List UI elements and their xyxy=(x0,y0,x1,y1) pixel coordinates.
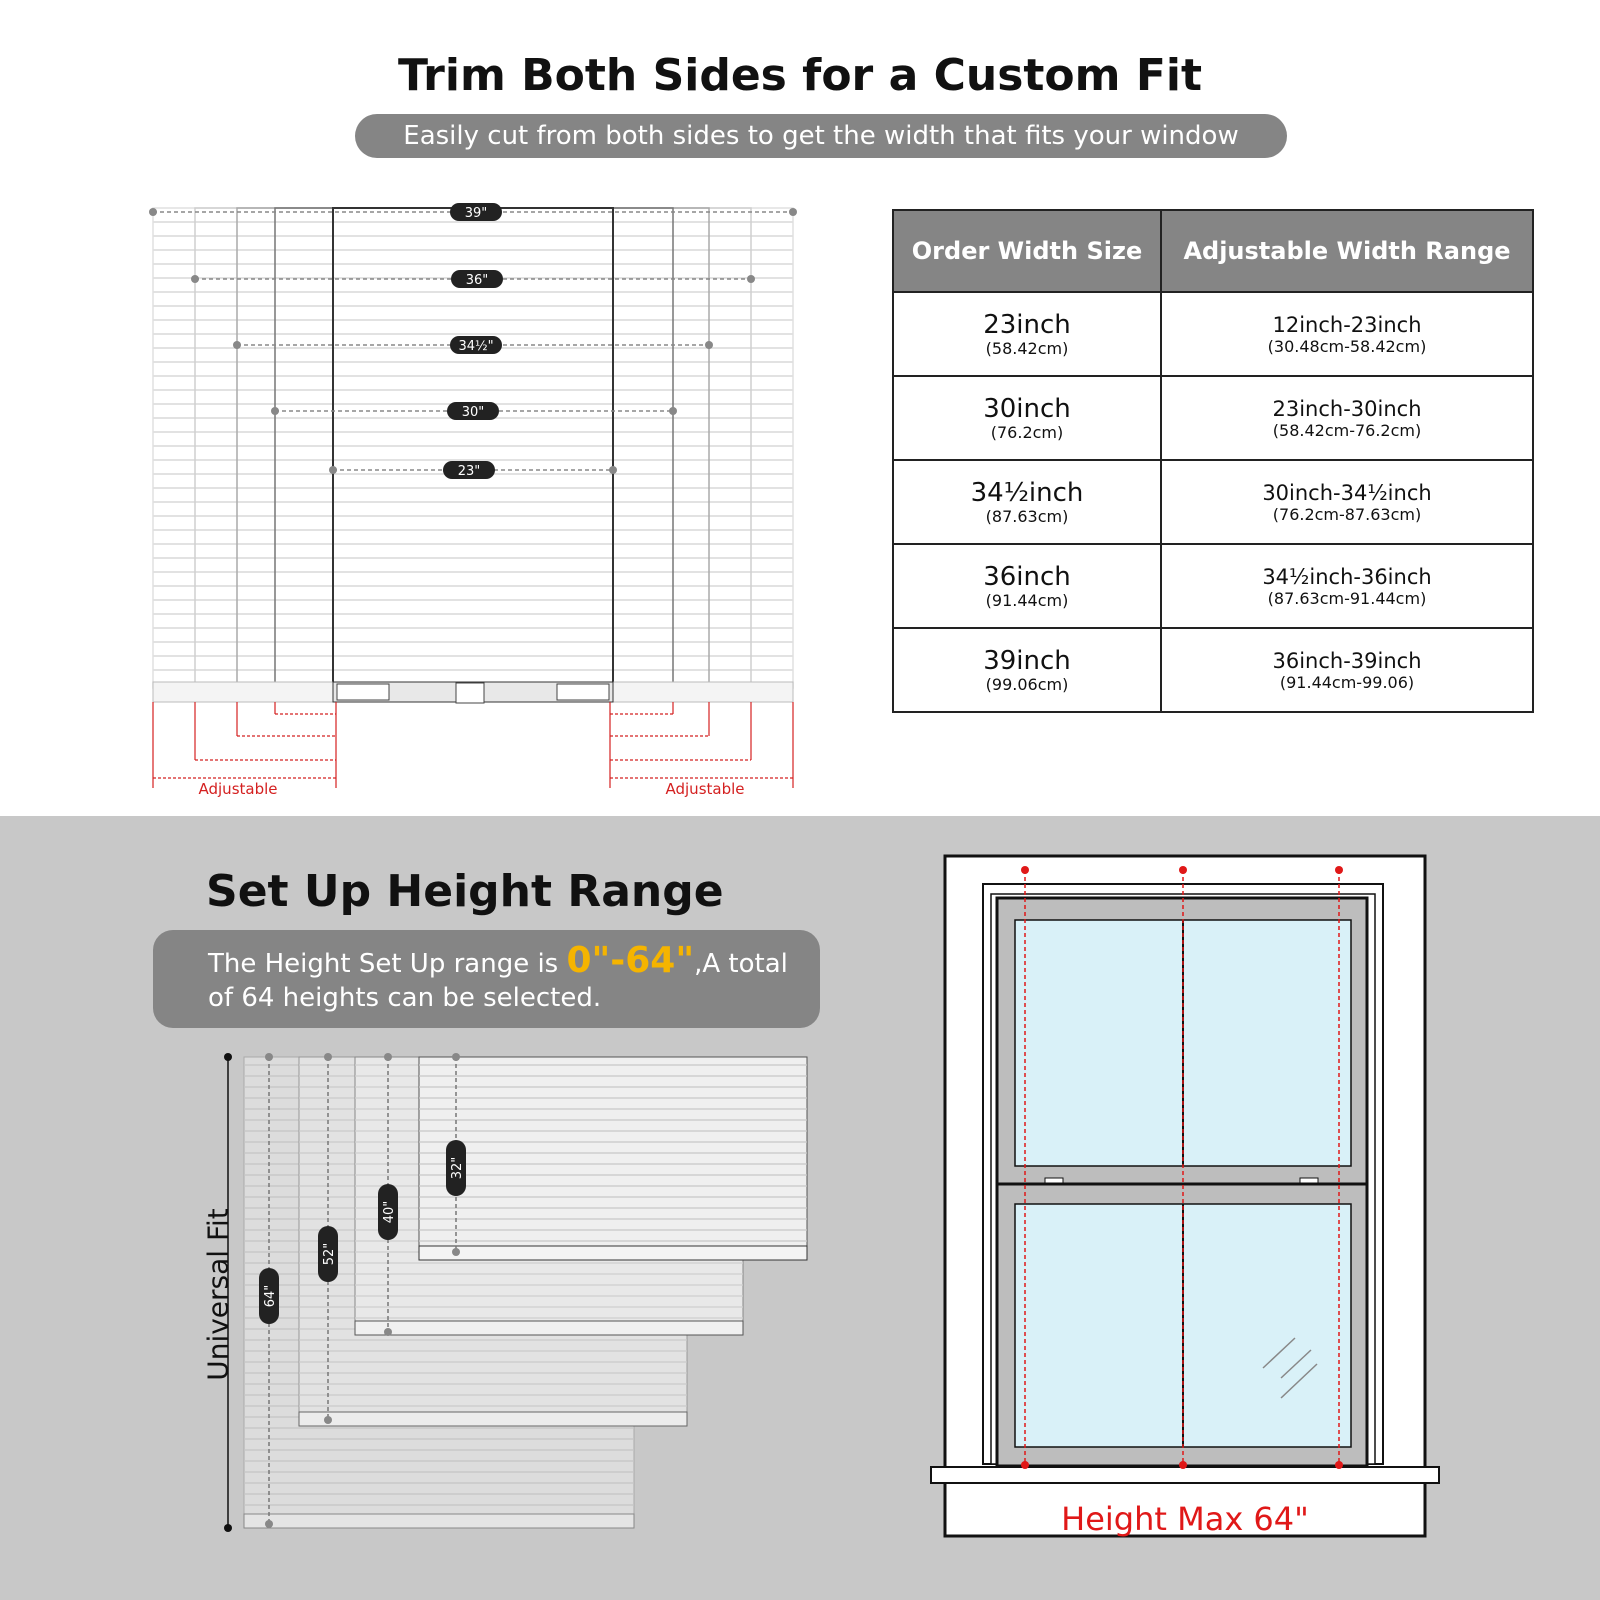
universal-fit-label: Universal Fit xyxy=(201,1208,235,1381)
adjustable-brackets xyxy=(153,702,793,788)
adjustable-range-cm: (58.42cm-76.2cm) xyxy=(1272,421,1422,440)
height-label-32 xyxy=(446,1140,466,1196)
height-setup-diagram xyxy=(180,1040,840,1600)
height-info-text: The Height Set Up range is xyxy=(208,949,567,979)
svg-text:40": 40" xyxy=(382,1200,397,1224)
blind-32 xyxy=(419,1057,807,1260)
adjustable-label-right: Adjustable xyxy=(665,780,745,798)
table-row xyxy=(893,544,1533,628)
adjustable-range-cm: (87.63cm-91.44cm) xyxy=(1267,589,1427,608)
width-label-36 xyxy=(451,270,503,288)
page-title: Trim Both Sides for a Custom Fit xyxy=(398,50,1202,101)
adjustable-range-cm: (91.44cm-99.06) xyxy=(1279,673,1415,692)
order-size: 39inch xyxy=(983,646,1071,676)
width-label-23 xyxy=(443,461,495,479)
table-row xyxy=(893,628,1533,712)
subtitle-banner: Easily cut from both sides to get the width that fits your window xyxy=(355,114,1287,158)
adjustable-label-left: Adjustable xyxy=(198,780,278,798)
height-label-52 xyxy=(318,1226,338,1282)
height-max-label: Height Max 64" xyxy=(1061,1500,1309,1538)
table-row xyxy=(893,376,1533,460)
svg-text:32": 32" xyxy=(450,1156,465,1180)
table-header-adjustable-range: Adjustable Width Range xyxy=(1161,210,1533,292)
adjustable-range: 23inch-30inch xyxy=(1272,397,1422,421)
window-illustration xyxy=(925,850,1445,1550)
height-info-banner xyxy=(153,930,820,1028)
order-size: 30inch xyxy=(983,394,1071,424)
height-range-highlight: 0"-64" xyxy=(566,940,695,981)
adjustable-range: 30inch-34½inch xyxy=(1262,481,1432,505)
adjustable-range: 36inch-39inch xyxy=(1272,649,1422,673)
width-label-39 xyxy=(450,203,502,221)
order-size: 34½inch xyxy=(970,478,1084,508)
width-label-30 xyxy=(447,402,499,420)
order-size-cm: (91.44cm) xyxy=(985,591,1069,610)
adjustable-range-cm: (76.2cm-87.63cm) xyxy=(1272,505,1422,524)
svg-text:36": 36" xyxy=(465,273,489,288)
width-size-table xyxy=(892,209,1534,713)
adjustable-range: 12inch-23inch xyxy=(1272,313,1422,337)
svg-text:39": 39" xyxy=(464,206,488,221)
order-size-cm: (87.63cm) xyxy=(985,507,1069,526)
svg-text:30": 30" xyxy=(461,405,485,420)
height-info-text-end: ,A total of 64 heights can be selected. xyxy=(208,949,788,1013)
svg-text:64": 64" xyxy=(263,1284,278,1308)
height-section-title: Set Up Height Range xyxy=(206,866,724,917)
order-size-cm: (58.42cm) xyxy=(985,339,1069,358)
height-label-64 xyxy=(259,1268,279,1324)
svg-text:52": 52" xyxy=(322,1242,337,1266)
width-trim-diagram xyxy=(140,200,810,800)
order-size-cm: (76.2cm) xyxy=(990,423,1064,442)
table-row xyxy=(893,460,1533,544)
order-size-cm: (99.06cm) xyxy=(985,675,1069,694)
table-header-order-width: Order Width Size xyxy=(893,210,1161,292)
svg-text:23": 23" xyxy=(457,464,481,479)
height-label-40 xyxy=(378,1184,398,1240)
adjustable-range: 34½inch-36inch xyxy=(1262,565,1432,589)
blind-slats xyxy=(153,222,793,670)
table-row xyxy=(893,292,1533,376)
adjustable-range-cm: (30.48cm-58.42cm) xyxy=(1267,337,1427,356)
order-size: 36inch xyxy=(983,562,1071,592)
svg-text:34½": 34½" xyxy=(458,339,494,354)
width-label-34-5 xyxy=(450,336,502,354)
order-size: 23inch xyxy=(983,310,1071,340)
